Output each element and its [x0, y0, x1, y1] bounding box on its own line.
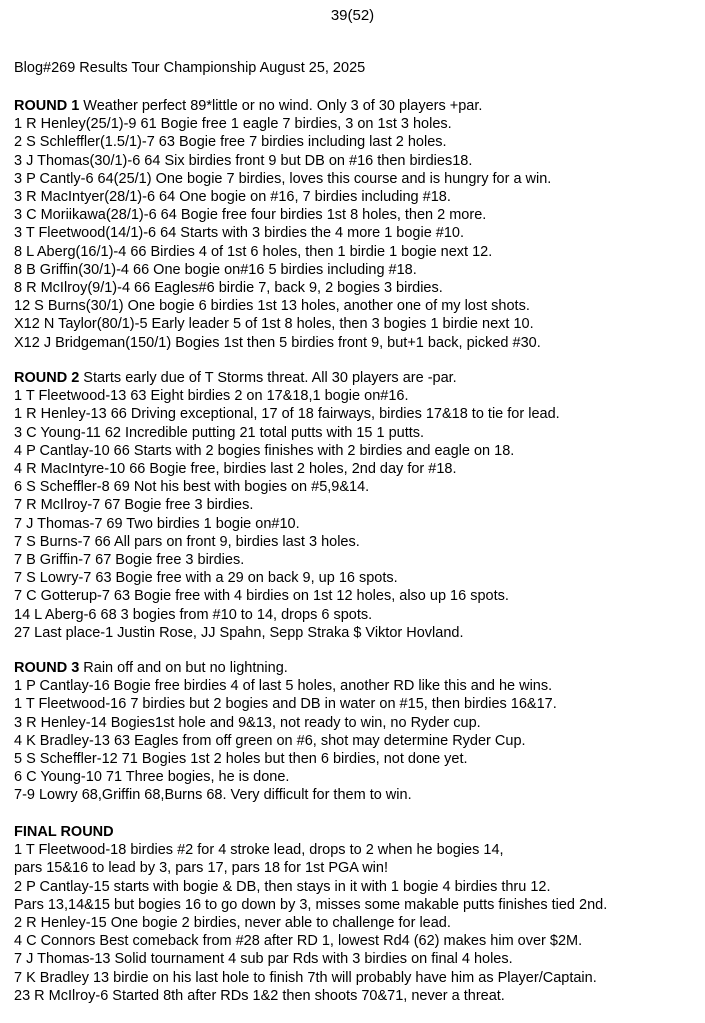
result-line: 7 B Griffin-7 67 Bogie free 3 birdies.	[14, 552, 245, 569]
round-3-label: ROUND 3	[14, 660, 80, 676]
page-number: 39(52)	[330, 7, 375, 24]
round-1-heading	[14, 97, 698, 115]
result-line: 2 R Henley-15 One bogie 2 birdies, never able to challenge for lead.	[14, 915, 451, 932]
result-line: 1 R Henley-13 66 Driving exceptional, 17 of 18 fairways, birdies 17&18 to tie for lead.	[14, 406, 560, 423]
round-1-section	[14, 97, 698, 352]
result-line: 2 P Cantlay-15 starts with bogie & DB, then stays in it with 1 bogie 4 birdies thru 12.	[14, 878, 551, 895]
result-line: 7 R McIlroy-7 67 Bogie free 3 birdies.	[14, 497, 254, 514]
result-line: 1 R Henley(25/1)-9 61 Bogie free 1 eagle 7 birdies, 3 on 1st 3 holes.	[14, 116, 452, 133]
result-line: 8 B Griffin(30/1)-4 66 One bogie on#16 5 birdies including #18.	[14, 261, 417, 278]
result-line: 12 S Burns(30/1) One bogie 6 birdies 1st 13 holes, another one of my lost shots.	[14, 298, 530, 315]
round-2-intro: Starts early due of T Storms threat. All 30 players are -par.	[79, 370, 457, 386]
result-line: 1 T Fleetwood-13 63 Eight birdies 2 on 17&18,1 bogie on#16.	[14, 388, 409, 405]
result-line: 5 S Scheffler-12 71 Bogies 1st 2 holes but then 6 birdies, not done yet.	[14, 751, 468, 768]
result-line: 14 L Aberg-6 68 3 bogies from #10 to 14, drops 6 spots.	[14, 606, 373, 623]
result-line: 7 C Gotterup-7 63 Bogie free with 4 birdies on 1st 12 holes, also up 16 spots.	[14, 588, 509, 605]
result-line: 4 C Connors Best comeback from #28 after RD 1, lowest Rd4 (62) makes him over $2M.	[14, 933, 583, 950]
round-2-heading	[14, 369, 698, 387]
blog-title: Blog#269 Results Tour Championship August 25, 2025	[14, 60, 366, 76]
result-line: 27 Last place-1 Justin Rose, JJ Spahn, Sepp Straka $ Viktor Hovland.	[14, 624, 464, 641]
round-3-heading	[14, 659, 698, 677]
result-line: 3 J Thomas(30/1)-6 64 Six birdies front 9 but DB on #16 then birdies18.	[14, 152, 473, 169]
result-line: 7 J Thomas-7 69 Two birdies 1 bogie on#10.	[14, 515, 300, 532]
result-line: 8 L Aberg(16/1)-4 66 Birdies 4 of 1st 6 holes, then 1 birdie 1 bogie next 12.	[14, 243, 493, 260]
round-3-intro: Rain off and on but no lightning.	[79, 660, 288, 676]
result-line: 7 S Lowry-7 63 Bogie free with a 29 on back 9, up 16 spots.	[14, 570, 398, 587]
result-line: 3 T Fleetwood(14/1)-6 64 Starts with 3 birdies the 4 more 1 bogie #10.	[14, 225, 465, 242]
result-line: 3 R MacIntyer(28/1)-6 64 One bogie on #16, 7 birdies including #18.	[14, 189, 451, 206]
result-line: 4 K Bradley-13 63 Eagles from off green on #6, shot may determine Ryder Cup.	[14, 732, 526, 749]
result-line: 7 S Burns-7 66 All pars on front 9, birdies last 3 holes.	[14, 533, 360, 550]
result-line: 2 S Schleffler(1.5/1)-7 63 Bogie free 7 birdies including last 2 holes.	[14, 134, 447, 151]
final-round-label: FINAL ROUND	[14, 824, 114, 840]
final-round-heading	[14, 823, 698, 841]
result-line: 1 T Fleetwood-16 7 birdies but 2 bogies and DB in water on #15, then birdies 16&17.	[14, 696, 557, 713]
result-line: 3 P Cantly-6 64(25/1) One bogie 7 birdies, loves this course and is hungry for a win.	[14, 170, 552, 187]
round-3-section	[14, 659, 698, 805]
result-line: X12 N Taylor(80/1)-5 Early leader 5 of 1st 8 holes, then 3 bogies 1 birdie next 10.	[14, 316, 534, 333]
round-2-section	[14, 369, 698, 642]
result-line: X12 J Bridgeman(150/1) Bogies 1st then 5 birdies front 9, but+1 back, picked #30.	[14, 334, 541, 351]
result-line: 3 C Moriikawa(28/1)-6 64 Bogie free four birdies 1st 8 holes, then 2 more.	[14, 207, 487, 224]
result-line: 7 K Bradley 13 birdie on his last hole to finish 7th will probably have him as Player/Captain.	[14, 969, 597, 986]
result-line: 3 R Henley-14 Bogies1st hole and 9&13, not ready to win, no Ryder cup.	[14, 714, 481, 731]
round-1-label: ROUND 1	[14, 98, 80, 114]
result-line: 3 C Young-11 62 Incredible putting 21 total putts with 15 1 putts.	[14, 424, 425, 441]
result-line: 1 P Cantlay-16 Bogie free birdies 4 of last 5 holes, another RD like this and he wins.	[14, 678, 553, 695]
result-line: 1 T Fleetwood-18 birdies #2 for 4 stroke lead, drops to 2 when he bogies 14,	[14, 842, 504, 859]
result-line: 4 P Cantlay-10 66 Starts with 2 bogies finishes with 2 birdies and eagle on 18.	[14, 442, 515, 459]
result-line: pars 15&16 to lead by 3, pars 17, pars 18 for 1st PGA win!	[14, 860, 388, 877]
result-line: Pars 13,14&15 but bogies 16 to go down by 3, misses some makable putts finishes tied 2nd.	[14, 896, 608, 913]
round-2-label: ROUND 2	[14, 370, 80, 386]
result-line: 23 R McIlroy-6 Started 8th after RDs 1&2 then shoots 70&71, never a threat.	[14, 987, 505, 1004]
round-1-intro: Weather perfect 89*little or no wind. Only 3 of 30 players +par.	[79, 98, 483, 114]
result-line: 7 J Thomas-13 Solid tournament 4 sub par Rds with 3 birdies on final 4 holes.	[14, 951, 513, 968]
final-round-section	[14, 823, 698, 1005]
result-line: 8 R McIlroy(9/1)-4 66 Eagles#6 birdie 7, back 9, 2 bogies 3 birdies.	[14, 280, 443, 297]
result-line: 4 R MacIntyre-10 66 Bogie free, birdies last 2 holes, 2nd day for #18.	[14, 461, 457, 478]
result-line: 7-9 Lowry 68,Griffin 68,Burns 68. Very difficult for them to win.	[14, 787, 412, 804]
result-line: 6 S Scheffler-8 69 Not his best with bogies on #5,9&14.	[14, 479, 370, 496]
result-line: 6 C Young-10 71 Three bogies, he is done.	[14, 769, 290, 786]
